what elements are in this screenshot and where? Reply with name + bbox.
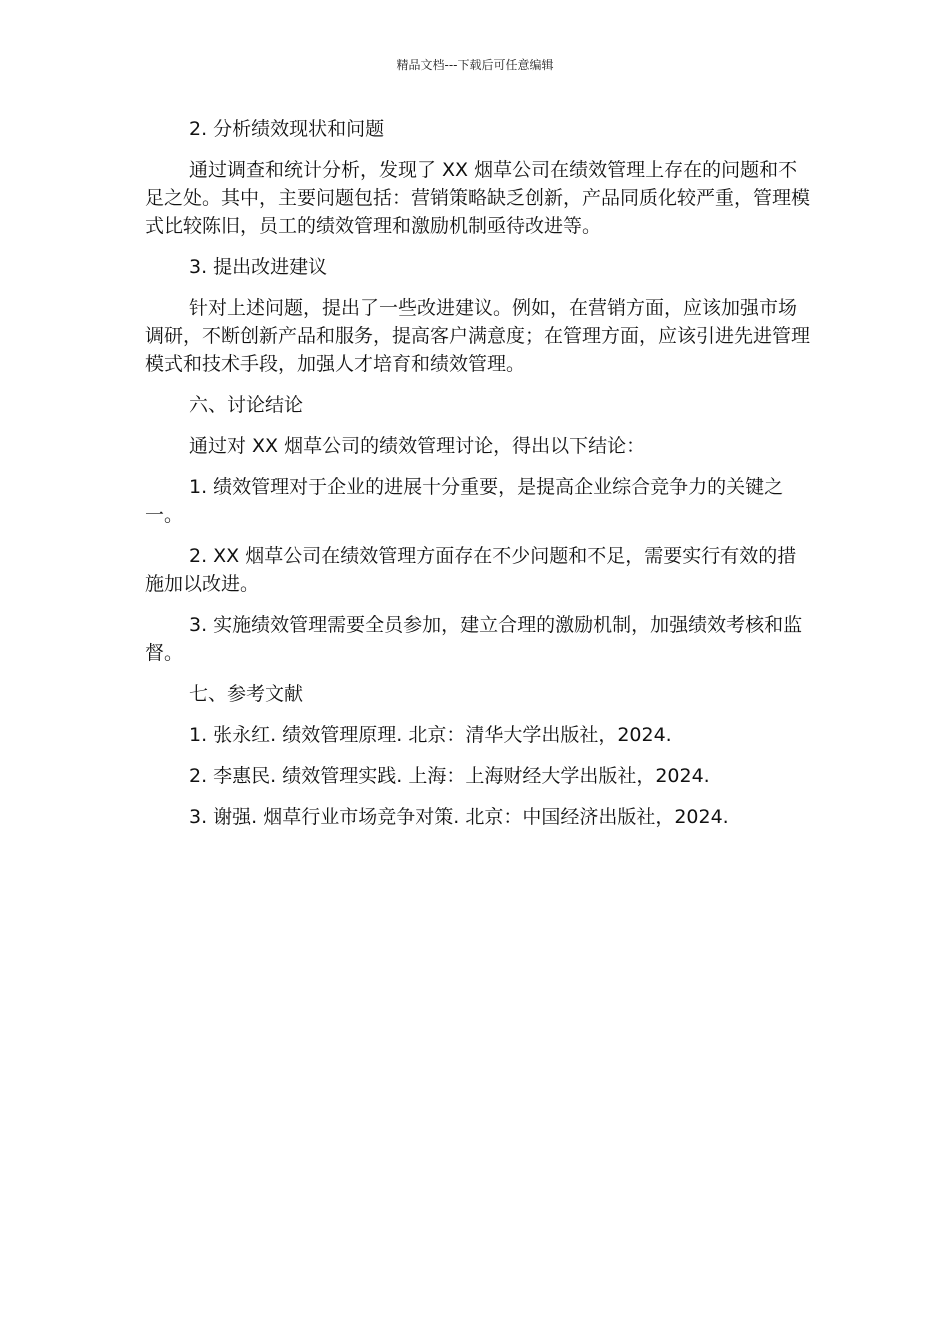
reference-item: 2. 李惠民. 绩效管理实践. 上海：上海财经大学出版社，2024. xyxy=(189,765,710,787)
reference-item: 3. 谢强. 烟草行业市场竞争对策. 北京：中国经济出版社，2024. xyxy=(189,806,729,828)
section-heading-suggestions: 3. 提出改进建议 xyxy=(189,256,328,278)
conclusion-item: 1. 绩效管理对于企业的进展十分重要，是提高企业综合竞争力的关键之一。 xyxy=(145,476,784,526)
section-heading-references: 七、参考文献 xyxy=(189,683,304,705)
paragraph-conclusion-intro: 通过对 XX 烟草公司的绩效管理讨论，得出以下结论： xyxy=(189,435,646,457)
reference-item: 1. 张永红. 绩效管理原理. 北京：清华大学出版社，2024. xyxy=(189,724,672,746)
conclusion-item: 2. XX 烟草公司在绩效管理方面存在不少问题和不足，需要实行有效的措施加以改进。 xyxy=(145,545,797,595)
paragraph-suggestions: 针对上述问题，提出了一些改进建议。例如，在营销方面，应该加强市场调研，不断创新产品和服务，提高客户满意度；在管理方面，应该引进先进管理模式和技术手段，加强人才培育和绩效管理。 xyxy=(145,297,811,375)
conclusion-item: 3. 实施绩效管理需要全员参加，建立合理的激励机制，加强绩效考核和监督。 xyxy=(145,614,803,664)
paragraph-analysis: 通过调查和统计分析，发现了 XX 烟草公司在绩效管理上存在的问题和不足之处。其中，主要问题包括：营销策略缺乏创新，产品同质化较严重，管理模式比较陈旧，员工的绩效管理和激励机制亟待改进等。 xyxy=(145,159,811,237)
section-heading-conclusion: 六、讨论结论 xyxy=(189,394,304,416)
section-heading-analysis: 2. 分析绩效现状和问题 xyxy=(189,118,385,140)
document-body xyxy=(145,115,810,844)
page-header: 精品文档---下载后可任意编辑 xyxy=(396,58,554,72)
